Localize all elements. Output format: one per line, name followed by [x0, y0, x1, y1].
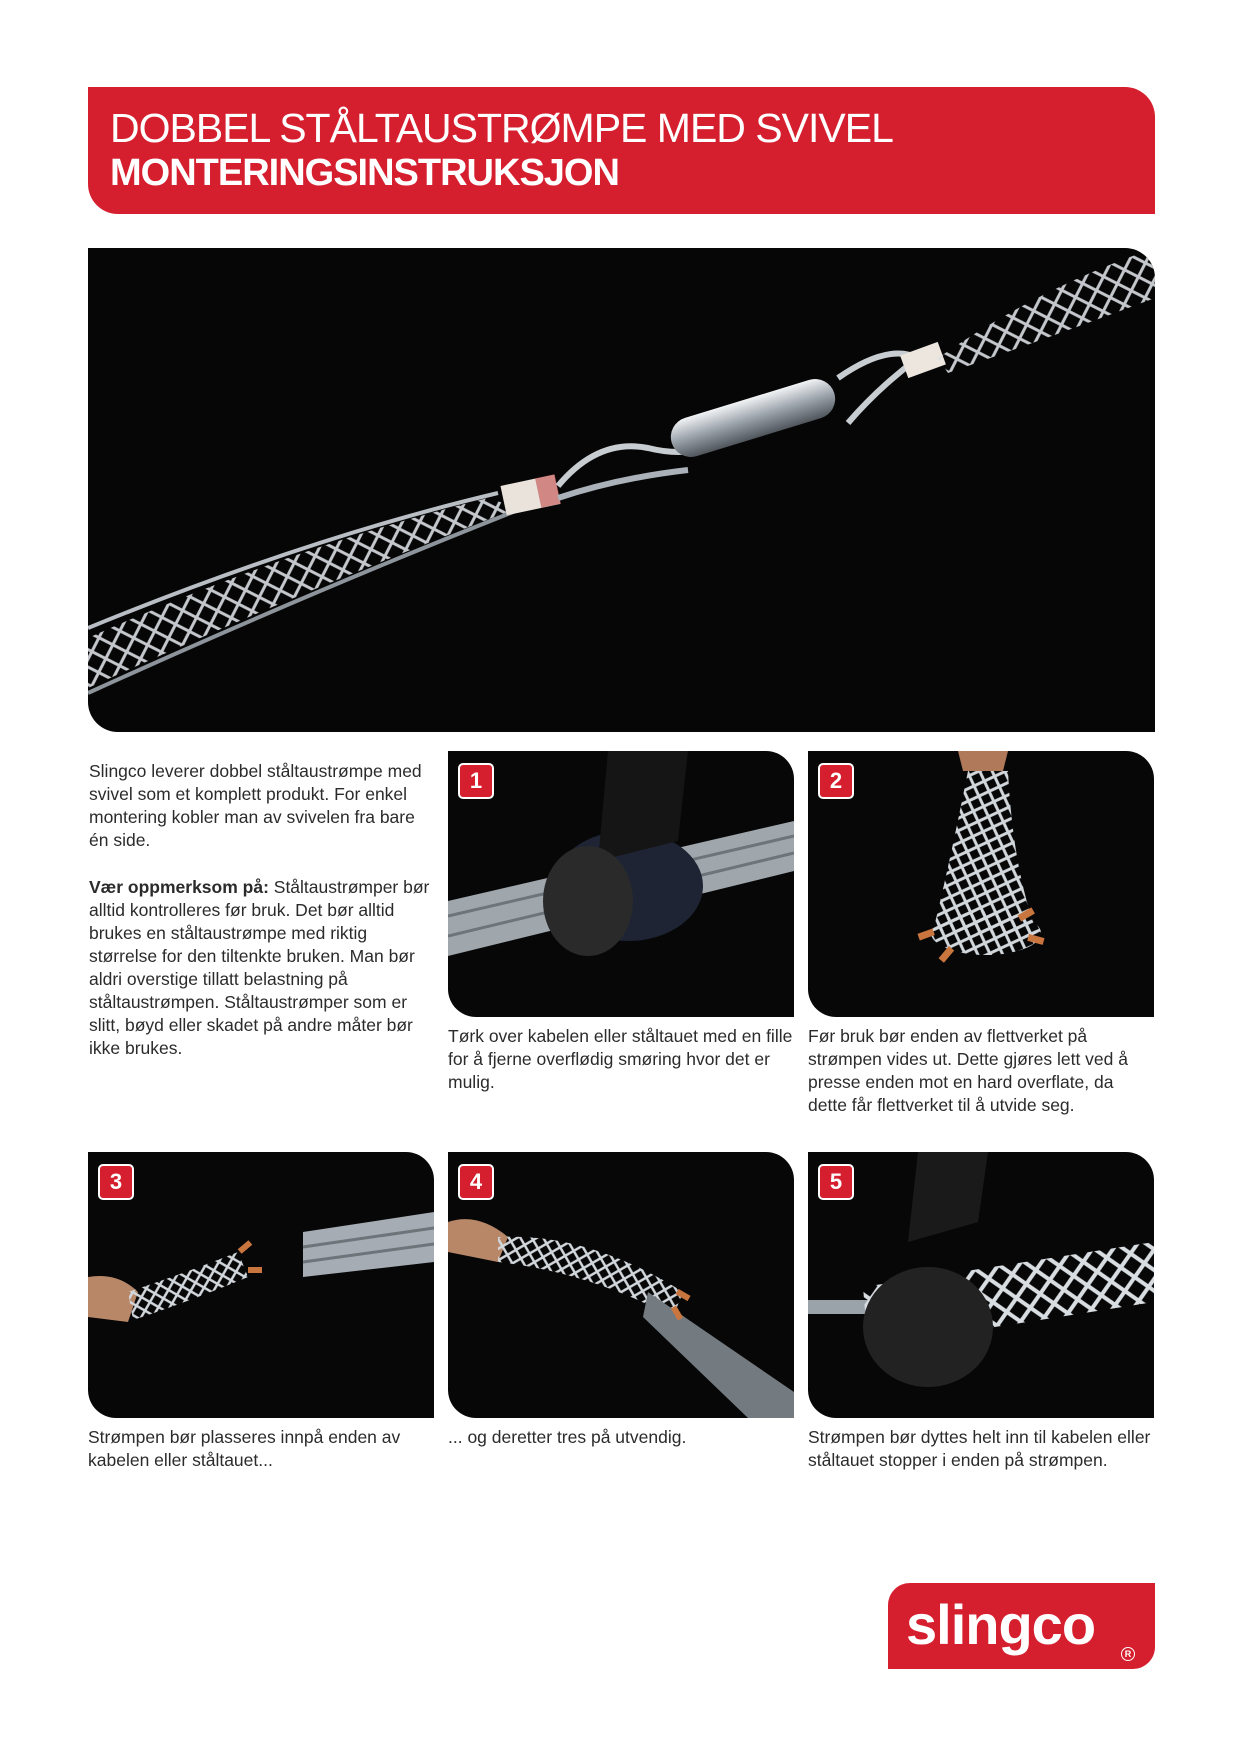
step-1-number-badge: 1: [458, 763, 494, 799]
document-subtitle: MONTERINGSINSTRUKSJON: [110, 152, 619, 194]
step-3: [88, 1152, 434, 1472]
registered-mark: R: [1121, 1647, 1135, 1661]
step-2-photo: [808, 751, 1154, 1017]
step-3-caption: Strømpen bør plasseres innpå enden av kabelen eller ståltauet...: [88, 1427, 401, 1470]
step-2-number-badge: 2: [818, 763, 854, 799]
step-5-photo: [808, 1152, 1154, 1418]
step-1-caption: Tørk over kabelen eller ståltauet med en fille for å fjerne overflødig smøring hvor det er mulig.: [448, 1026, 793, 1092]
step-4: [448, 1152, 794, 1449]
step-5-number-badge: 5: [818, 1164, 854, 1200]
hero-photo-swivel-grip: [88, 248, 1155, 732]
logo-wordmark: slingco: [906, 1593, 1096, 1656]
warning-text: Ståltaustrømper bør alltid kontrolleres før bruk. Det bør alltid brukes en ståltaustrømpe med riktig størrelse for den tiltenkte bruken. Man bør aldri overstige tillatt belastning på ståltaustrømpen. Ståltaustrømper som er slitt, bøyd eller skadet på andre måter bør ikke brukes.: [89, 877, 430, 1058]
step-3-number-badge: 3: [98, 1164, 134, 1200]
step-5: [808, 1152, 1154, 1472]
step-1-photo: [448, 751, 794, 1017]
intro-paragraph: Slingco leverer dobbel ståltaustrømpe med svivel som et komplett produkt. For enkel montering kobler man av svivelen fra bare én side.: [89, 761, 422, 850]
title-banner: [88, 87, 1155, 214]
step-4-photo: [448, 1152, 794, 1418]
document-title: DOBBEL STÅLTAUSTRØMPE MED SVIVEL: [110, 105, 893, 151]
step-5-caption: Strømpen bør dyttes helt inn til kabelen eller ståltauet stopper i enden på strømpen.: [808, 1427, 1151, 1470]
warning-label: Vær oppmerksom på:: [89, 877, 269, 897]
step-4-number-badge: 4: [458, 1164, 494, 1200]
step-2: [808, 751, 1154, 1117]
step-2-caption: Før bruk bør enden av flettverket på strømpen vides ut. Dette gjøres lett ved å presse enden mot en hard overflate, da dette får flettverket til å utvide seg.: [808, 1026, 1128, 1115]
intro-text: [89, 760, 439, 1084]
step-1: [448, 751, 794, 1094]
step-3-photo: [88, 1152, 434, 1418]
slingco-logo: [888, 1583, 1155, 1669]
warning-paragraph: [89, 876, 439, 1060]
step-4-caption: ... og deretter tres på utvendig.: [448, 1427, 687, 1447]
